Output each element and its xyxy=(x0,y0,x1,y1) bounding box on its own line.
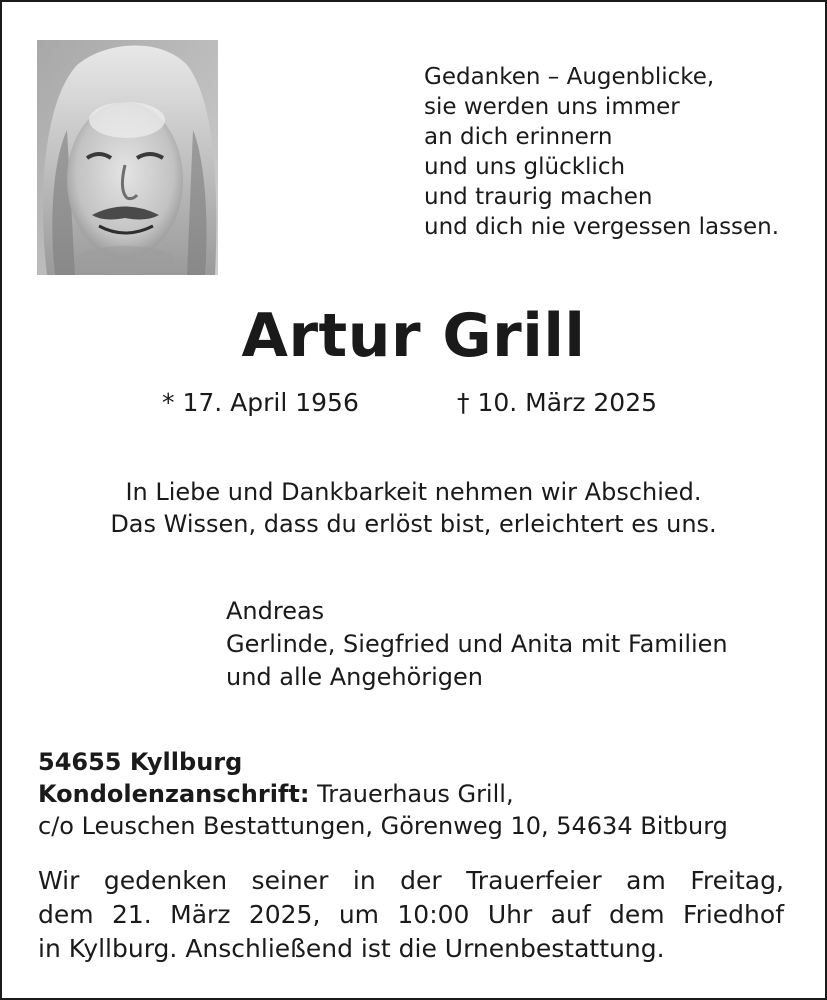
tribute-line: Das Wissen, dass du erlöst bist, erleichtert es uns. xyxy=(110,510,717,538)
service-word: auf xyxy=(550,900,591,929)
address-block xyxy=(38,746,808,842)
service-word: am xyxy=(626,866,666,895)
poem-line: und dich nie vergessen lassen. xyxy=(424,214,780,240)
condolence-address xyxy=(38,778,808,810)
care-of-address: c/o Leuschen Bestattungen, Görenweg 10, 54634 Bitburg xyxy=(38,812,728,840)
service-line xyxy=(38,864,784,898)
service-word: Freitag, xyxy=(690,866,784,895)
mourners-list xyxy=(226,595,816,694)
service-word: 2025, xyxy=(248,900,321,929)
poem-line: sie werden uns immer xyxy=(424,94,680,120)
poem xyxy=(424,62,814,242)
birth-date: * 17. April 1956 xyxy=(162,388,359,417)
funeral-service-info xyxy=(38,864,784,966)
service-word: Uhr xyxy=(487,900,533,929)
service-line: in Kyllburg. Anschließend ist die Urnenbestattung. xyxy=(38,934,665,963)
service-word: 21. xyxy=(112,900,152,929)
condolence-label: Kondolenzanschrift: xyxy=(38,780,310,808)
service-word: der xyxy=(400,866,442,895)
service-word: um xyxy=(338,900,380,929)
mourner-line: Gerlinde, Siegfried und Anita mit Familien xyxy=(226,630,728,658)
portrait-photo xyxy=(37,40,218,275)
service-word: Wir xyxy=(38,866,80,895)
service-word: Friedhof xyxy=(683,900,784,929)
poem-line: und uns glücklich xyxy=(424,154,626,180)
deceased-name: Artur Grill xyxy=(241,301,586,371)
tribute-line: In Liebe und Dankbarkeit nehmen wir Abschied. xyxy=(125,478,702,506)
mourner-line: Andreas xyxy=(226,597,325,625)
mourner-line: und alle Angehörigen xyxy=(226,663,483,691)
service-word: gedenken xyxy=(103,866,228,895)
service-word: dem xyxy=(38,900,94,929)
service-word: in xyxy=(352,866,376,895)
poem-line: an dich erinnern xyxy=(424,124,613,150)
service-line xyxy=(38,898,784,932)
service-word: dem xyxy=(609,900,665,929)
service-word: 10:00 xyxy=(397,900,470,929)
service-word: seiner xyxy=(251,866,329,895)
poem-line: Gedanken – Augenblicke, xyxy=(424,64,715,90)
service-word: März xyxy=(170,900,231,929)
tribute-text xyxy=(2,476,825,540)
service-word: Trauerfeier xyxy=(466,866,602,895)
death-date: † 10. März 2025 xyxy=(457,388,658,417)
condolence-value: Trauerhaus Grill, xyxy=(317,780,514,808)
poem-line: und traurig machen xyxy=(424,184,653,210)
place-name: 54655 Kyllburg xyxy=(38,748,243,776)
